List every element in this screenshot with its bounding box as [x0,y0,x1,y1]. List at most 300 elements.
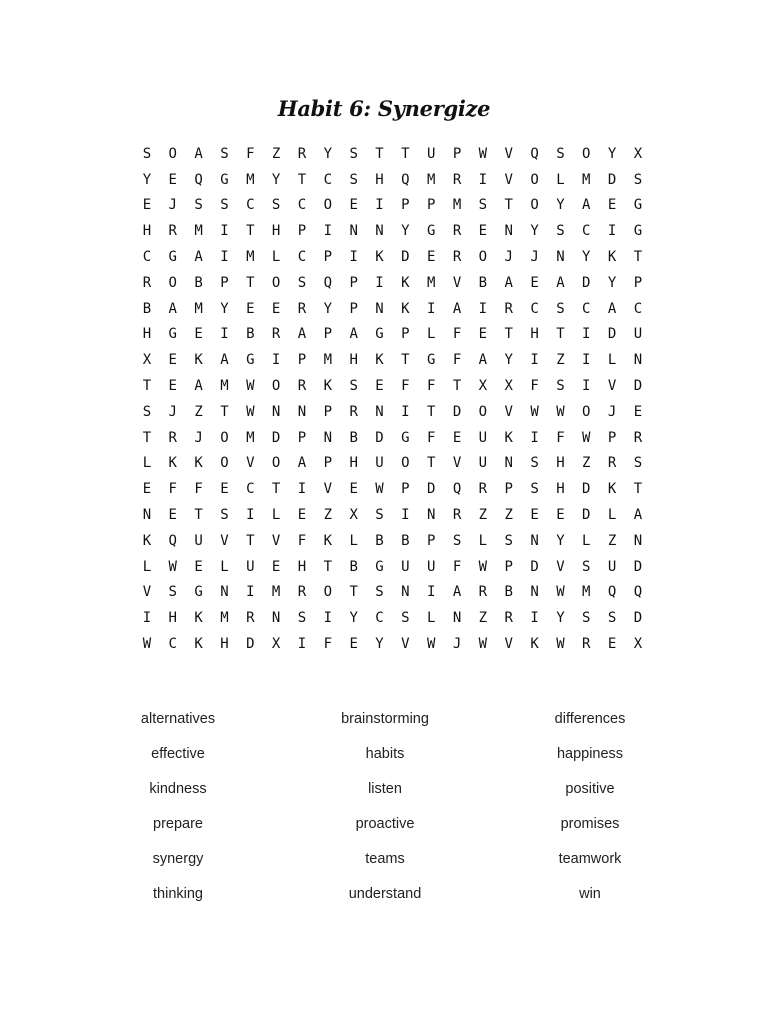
grid-letter: L [142,455,152,472]
grid-letter: T [426,403,436,420]
grid-letter: R [452,507,462,524]
grid-letter: I [426,300,436,317]
grid-letter: O [323,584,333,601]
grid-letter: K [504,429,513,446]
grid-letter: E [556,507,565,524]
grid-letter: W [556,584,565,601]
grid-letter: I [246,507,255,524]
grid-letter: Y [556,197,565,214]
grid-letter: K [401,274,410,291]
grid-letter: D [426,481,436,498]
grid-letter: W [246,378,255,395]
grid-letter: Y [530,223,539,240]
grid-letter: M [194,300,203,317]
grid-letter: N [349,223,358,240]
grid-letter: A [478,352,488,369]
grid-letter: G [633,197,643,214]
grid-letter: Y [556,610,565,627]
grid-row [134,347,651,373]
grid-letter: U [426,558,436,575]
grid-letter: K [401,300,410,317]
word-list-item: teamwork [558,851,622,867]
grid-letter: Y [349,610,358,627]
grid-letter: J [504,249,513,266]
grid-row [134,193,651,219]
grid-letter: B [142,300,152,317]
grid-letter: Z [582,455,591,472]
grid-letter: I [478,300,488,317]
grid-letter: M [426,274,436,291]
grid-letter: M [246,429,255,446]
grid-letter: Q [633,584,643,601]
grid-letter: K [323,378,333,395]
grid-letter: Y [323,300,333,317]
grid-letter: I [478,171,488,188]
grid-letter: F [426,429,436,446]
grid-letter: M [220,378,229,395]
grid-row [134,554,651,580]
grid-letter: E [349,481,358,498]
word-list-item: positive [565,781,615,797]
grid-letter: M [582,584,591,601]
grid-letter: B [349,429,358,446]
grid-letter: M [220,610,229,627]
grid-letter: M [426,171,436,188]
grid-letter: E [607,636,617,653]
grid-letter: N [271,403,281,420]
grid-letter: W [478,145,488,162]
grid-letter: G [426,352,436,369]
grid-letter: Z [504,507,513,524]
grid-letter: U [246,558,255,575]
grid-letter: R [633,429,643,446]
grid-letter: V [246,455,255,472]
grid-letter: I [530,610,539,627]
grid-letter: G [168,249,177,266]
grid-letter: M [246,171,255,188]
grid-letter: U [375,455,384,472]
word-list [0,711,768,921]
grid-letter: I [297,481,307,498]
grid-letter: V [323,481,333,498]
grid-letter: S [375,507,384,524]
grid-letter: U [478,455,488,472]
grid-letter: N [401,584,410,601]
grid-letter: R [582,636,591,653]
grid-letter: E [220,481,229,498]
grid-letter: A [168,300,177,317]
grid-letter: W [556,403,565,420]
grid-letter: I [607,223,617,240]
grid-letter: S [220,507,229,524]
grid-letter: C [142,249,152,266]
grid-letter: H [142,223,152,240]
grid-letter: N [452,610,462,627]
grid-letter: T [375,145,384,162]
grid-letter: R [504,300,513,317]
grid-letter: R [271,326,281,343]
grid-letter: O [271,274,281,291]
grid-letter: S [297,610,307,627]
grid-letter: B [478,274,488,291]
grid-letter: N [504,223,513,240]
grid-letter: K [142,532,152,549]
grid-letter: L [556,171,565,188]
grid-letter: F [168,481,177,498]
grid-letter: D [271,429,281,446]
grid-letter: I [375,274,384,291]
grid-letter: N [375,300,384,317]
word-list-item: teams [365,851,405,867]
grid-letter: O [582,145,591,162]
grid-letter: D [607,171,617,188]
grid-letter: R [452,223,462,240]
grid-letter: V [504,145,513,162]
grid-letter: L [426,326,436,343]
grid-letter: N [375,223,384,240]
word-list-row [0,816,768,851]
grid-letter: L [607,352,617,369]
word-list-row [0,711,768,746]
grid-letter: F [556,429,565,446]
grid-letter: S [220,145,229,162]
grid-letter: R [168,223,177,240]
grid-letter: S [582,558,591,575]
grid-letter: S [194,197,203,214]
grid-letter: S [530,481,539,498]
grid-row [134,476,651,502]
word-list-item: promises [560,816,620,832]
grid-letter: I [401,507,410,524]
grid-letter: K [194,455,203,472]
grid-letter: D [633,610,643,627]
grid-letter: D [582,274,591,291]
grid-letter: P [323,249,333,266]
grid-letter: G [220,171,229,188]
grid-letter: V [504,403,513,420]
grid-letter: I [220,249,229,266]
grid-letter: Q [401,171,410,188]
grid-letter: A [504,274,513,291]
grid-letter: W [246,403,255,420]
grid-letter: O [168,145,177,162]
grid-letter: G [375,326,384,343]
grid-letter: A [297,455,307,472]
grid-letter: H [556,455,565,472]
grid-letter: J [168,403,177,420]
grid-letter: F [452,326,462,343]
grid-letter: J [168,197,177,214]
grid-letter: A [220,352,229,369]
grid-letter: Z [323,507,333,524]
grid-letter: R [504,610,513,627]
grid-letter: T [220,403,229,420]
grid-letter: W [582,429,591,446]
grid-letter: O [530,197,539,214]
grid-letter: W [478,558,488,575]
grid-letter: R [246,610,255,627]
grid-letter: U [401,558,410,575]
grid-letter: V [607,378,617,395]
grid-letter: B [246,326,255,343]
grid-row [134,605,651,631]
grid-letter: U [478,429,488,446]
grid-letter: P [452,145,462,162]
grid-letter: O [582,403,591,420]
grid-letter: T [401,145,410,162]
grid-letter: N [375,403,384,420]
grid-letter: F [401,378,410,395]
grid-letter: H [297,558,307,575]
grid-letter: E [168,507,177,524]
grid-letter: Q [530,145,539,162]
grid-letter: O [478,403,488,420]
grid-letter: E [194,326,203,343]
grid-letter: Y [220,300,229,317]
grid-letter: Y [401,223,410,240]
grid-letter: G [375,558,384,575]
word-list-item: understand [348,886,422,902]
grid-letter: D [633,558,643,575]
grid-letter: F [530,378,539,395]
grid-letter: R [452,249,462,266]
grid-letter: B [349,558,358,575]
grid-letter: R [452,171,462,188]
grid-letter: C [582,223,591,240]
grid-letter: E [530,507,539,524]
grid-letter: B [194,274,203,291]
grid-letter: W [426,636,436,653]
grid-letter: G [168,326,177,343]
word-search-grid [134,141,651,657]
grid-letter: K [194,352,203,369]
grid-letter: M [194,223,203,240]
grid-row [134,296,651,322]
grid-letter: K [530,636,539,653]
grid-letter: D [530,558,539,575]
grid-letter: Y [375,636,384,653]
grid-letter: A [452,584,462,601]
grid-letter: M [323,352,333,369]
grid-letter: R [168,429,177,446]
grid-letter: S [142,403,152,420]
word-list-row [0,851,768,886]
grid-letter: H [349,455,358,472]
grid-letter: D [633,378,643,395]
grid-letter: S [349,378,358,395]
grid-letter: A [556,274,565,291]
grid-letter: Z [607,532,617,549]
grid-letter: Y [142,171,152,188]
grid-letter: N [504,455,513,472]
grid-letter: L [582,532,591,549]
grid-letter: Y [504,352,513,369]
grid-letter: T [633,481,643,498]
grid-letter: M [582,171,591,188]
grid-letter: J [194,429,203,446]
word-list-item: prepare [153,816,203,832]
grid-letter: S [271,197,281,214]
grid-letter: D [246,636,255,653]
grid-letter: V [504,636,513,653]
grid-row [134,425,651,451]
grid-letter: W [478,636,488,653]
grid-letter: L [220,558,229,575]
grid-letter: P [349,274,358,291]
grid-letter: B [504,584,513,601]
grid-letter: I [530,429,539,446]
grid-letter: Q [452,481,462,498]
grid-letter: N [530,584,539,601]
grid-letter: U [194,532,203,549]
grid-letter: E [297,507,307,524]
grid-letter: R [297,145,307,162]
grid-letter: M [452,197,462,214]
grid-letter: P [504,481,513,498]
grid-letter: S [633,455,643,472]
grid-letter: H [142,326,152,343]
grid-letter: V [504,171,513,188]
grid-letter: E [607,197,617,214]
grid-letter: V [142,584,152,601]
word-list-item: listen [368,781,402,797]
grid-letter: T [426,455,436,472]
word-list-item: win [579,886,601,902]
grid-letter: S [375,584,384,601]
grid-letter: S [582,610,591,627]
grid-letter: I [582,352,591,369]
grid-letter: O [401,455,410,472]
word-list-item: habits [365,746,405,762]
grid-letter: I [582,326,591,343]
grid-letter: T [633,249,643,266]
grid-letter: L [478,532,488,549]
grid-letter: O [478,249,488,266]
grid-letter: P [426,532,436,549]
grid-letter: T [142,378,152,395]
grid-letter: S [556,378,565,395]
grid-letter: O [271,378,281,395]
word-list-item: differences [554,711,626,727]
grid-letter: S [452,532,462,549]
grid-letter: P [297,223,307,240]
grid-letter: E [452,429,462,446]
grid-letter: T [297,171,307,188]
grid-letter: L [426,610,436,627]
grid-letter: N [142,507,152,524]
grid-letter: T [142,429,152,446]
grid-letter: F [426,378,436,395]
grid-letter: A [297,326,307,343]
grid-letter: P [220,274,229,291]
grid-letter: H [530,326,539,343]
grid-letter: N [530,532,539,549]
grid-letter: T [556,326,565,343]
grid-letter: D [375,429,384,446]
grid-letter: S [297,274,307,291]
grid-letter: T [504,197,513,214]
grid-letter: I [323,610,333,627]
grid-letter: I [401,403,410,420]
grid-letter: X [633,145,643,162]
grid-letter: P [504,558,513,575]
grid-letter: A [194,145,203,162]
grid-letter: K [194,636,203,653]
grid-letter: I [426,584,436,601]
grid-letter: W [142,636,152,653]
grid-letter: Y [271,171,281,188]
grid-letter: Z [478,507,488,524]
word-list-row [0,886,768,921]
grid-letter: K [607,481,617,498]
grid-letter: I [375,197,384,214]
grid-letter: J [530,249,539,266]
grid-letter: B [375,532,384,549]
grid-letter: X [504,378,513,395]
word-list-item: kindness [149,781,207,797]
grid-letter: N [220,584,229,601]
grid-letter: P [297,429,307,446]
grid-letter: S [556,145,565,162]
page-title: Habit 6: Synergize [277,96,491,121]
grid-letter: T [401,352,410,369]
grid-letter: P [323,326,333,343]
grid-letter: O [168,274,177,291]
grid-letter: S [401,610,410,627]
grid-letter: S [220,197,229,214]
grid-letter: C [297,249,307,266]
grid-letter: O [271,455,281,472]
word-list-item: thinking [153,886,203,902]
grid-letter: I [530,352,539,369]
grid-letter: P [633,274,643,291]
grid-row [134,399,651,425]
grid-letter: C [297,197,307,214]
grid-letter: V [452,274,462,291]
grid-letter: U [607,558,617,575]
grid-letter: S [530,455,539,472]
grid-letter: W [530,403,539,420]
grid-letter: I [271,352,281,369]
grid-letter: T [271,481,281,498]
grid-letter: E [168,352,177,369]
grid-row [134,167,651,193]
grid-row [134,502,651,528]
grid-letter: K [168,455,177,472]
grid-letter: V [452,455,462,472]
grid-letter: J [607,403,617,420]
grid-letter: E [426,249,436,266]
grid-letter: R [297,378,307,395]
grid-letter: A [582,197,591,214]
grid-letter: D [582,481,591,498]
grid-letter: R [349,403,358,420]
grid-letter: K [375,249,384,266]
grid-row [134,451,651,477]
grid-letter: T [246,274,255,291]
grid-letter: G [401,429,410,446]
grid-letter: H [271,223,281,240]
grid-row [134,141,651,167]
word-list-item: happiness [556,746,624,762]
grid-letter: M [246,249,255,266]
grid-row [134,270,651,296]
grid-letter: I [297,636,307,653]
grid-letter: S [349,145,358,162]
grid-letter: T [246,223,255,240]
grid-letter: Q [323,274,333,291]
grid-letter: S [556,300,565,317]
